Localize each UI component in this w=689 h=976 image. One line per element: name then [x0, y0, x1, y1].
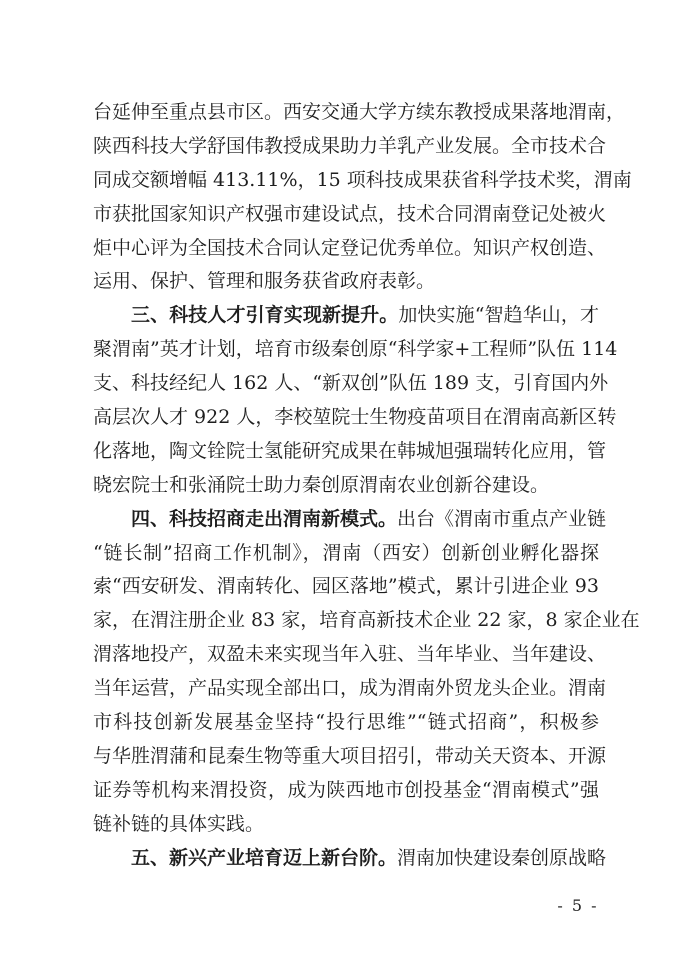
- paragraph-line: 当年运营，产品实现全部出口，成为渭南外贸龙头企业。渭南: [93, 677, 607, 700]
- body-text: [93, 96, 640, 875]
- paragraph-line: 陕西科技大学舒国伟教授成果助力羊乳产业发展。全市技术合: [93, 134, 607, 157]
- paragraph-line: 化落地，陶文铨院士氢能研究成果在韩城旭强瑞转化应用，管: [93, 439, 607, 462]
- section-4-text: 出台《渭南市重点产业链: [397, 507, 607, 530]
- paragraph-line: 运用、保护、管理和服务获省政府表彰。: [93, 270, 436, 293]
- section-5-first-line: [93, 842, 607, 876]
- paragraph-line: 市科技创新发展基金坚持“投行思维”“链式招商”，积极参: [93, 711, 599, 734]
- paragraph-line: 支、科技经纪人 162 人、“新双创”队伍 189 支，引育国内外: [93, 372, 609, 395]
- page-number: - 5 -: [557, 896, 599, 915]
- section-5-heading: 五、新兴产业培育迈上新台阶。: [131, 846, 398, 869]
- paragraph-line: 聚渭南”英才计划，培育市级秦创原“科学家+工程师”队伍 114: [93, 338, 618, 361]
- paragraph-line: “链长制”招商工作机制》，渭南（西安）创新创业孵化器探: [93, 541, 599, 564]
- paragraph-line: 炬中心评为全国技术合同认定登记优秀单位。知识产权创造、: [93, 236, 607, 259]
- section-3-heading: 三、科技人才引育实现新提升。: [131, 304, 399, 327]
- paragraph-line: 证券等机构来渭投资，成为陕西地市创投基金“渭南模式”强: [93, 778, 599, 801]
- paragraph-line: 市获批国家知识产权强市建设试点，技术合同渭南登记处被火: [93, 202, 607, 225]
- paragraph-line: 与华胜渭蒲和昆秦生物等重大项目招引，带动关天资本、开源: [93, 744, 607, 767]
- section-3-first-line: [93, 299, 599, 333]
- paragraph-line: 渭落地投产，双盈未来实现当年入驻、当年毕业、当年建设、: [93, 643, 607, 666]
- paragraph-line: 同成交额增幅 413.11%，15 项科技成果获省科学技术奖，渭南: [93, 168, 632, 191]
- paragraph-line: 家，在渭注册企业 83 家，培育高新技术企业 22 家，8 家企业在: [93, 609, 640, 632]
- paragraph-line: 高层次人才 922 人，李校堃院士生物疫苗项目在渭南高新区转: [93, 406, 617, 429]
- section-4-first-line: [93, 503, 607, 537]
- section-4-heading: 四、科技招商走出渭南新模式。: [131, 507, 398, 530]
- paragraph-line: 晓宏院士和张涌院士助力秦创原渭南农业创新谷建设。: [93, 473, 550, 496]
- paragraph-line: 索“西安研发、渭南转化、园区落地”模式，累计引进企业 93: [93, 575, 599, 598]
- section-3-text: 加快实施“智趋华山，才: [398, 304, 599, 327]
- section-5-text: 渭南加快建设秦创原战略: [397, 846, 607, 869]
- paragraph-line: 链补链的具体实践。: [93, 812, 265, 835]
- paragraph-line: 台延伸至重点县市区。西安交通大学方续东教授成果落地渭南，: [93, 101, 626, 123]
